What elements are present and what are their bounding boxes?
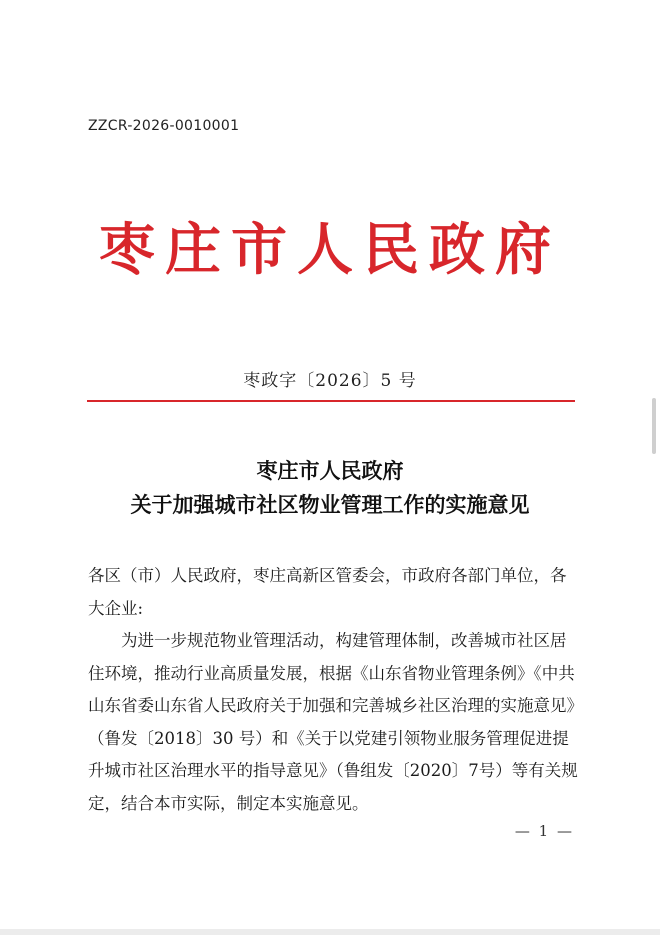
document-heading: [0, 454, 660, 522]
salutation: 各区（市）人民政府，枣庄高新区管委会，市政府各部门单位，各大企业:: [88, 566, 567, 618]
page-number: — 1 —: [514, 822, 574, 840]
document-number: 枣政字〔2026〕5 号: [243, 371, 417, 391]
heading-line-issuer: 枣庄市人民政府: [256, 458, 404, 483]
document-code: ZZCR-2026-0010001: [88, 118, 240, 134]
document-body: [88, 560, 578, 820]
heading-line-subject: 关于加强城市社区物业管理工作的实施意见: [130, 492, 530, 517]
scrollbar-thumb[interactable]: [652, 398, 656, 454]
body-paragraph: 为进一步规范物业管理活动，构建管理体制，改善城市社区居住环境，推动行业高质量发展，根据《山东省物业管理条例》《中共山东省委山东省人民政府关于加强和完善城乡社区治理的实施意见》（鲁发〔2018〕30 号）和《关于以党建引领物业服务管理促进提升城市社区治理水平的指导意见》（鲁组发〔2020〕7号）等有关规定，结合本市实际，制定本实施意见。: [88, 631, 578, 813]
bottom-edge-bar: [0, 929, 660, 935]
red-divider-line: [87, 400, 575, 402]
issuer-title: 枣庄市人民政府: [99, 217, 561, 283]
